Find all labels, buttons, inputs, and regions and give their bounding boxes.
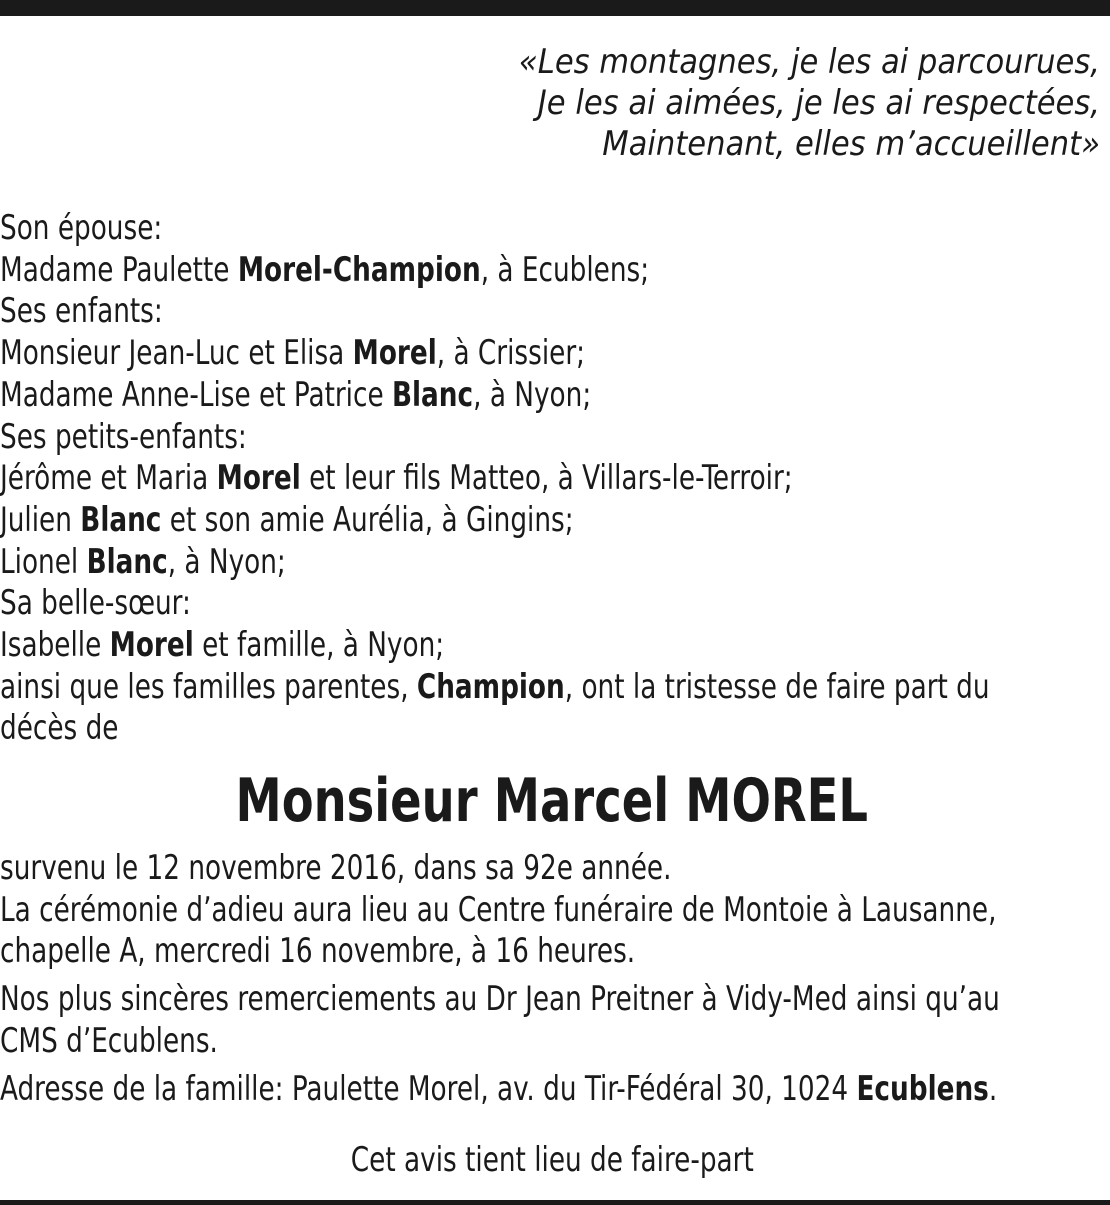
deceased-name: Monsieur Marcel MOREL	[235, 766, 869, 836]
sister-in-law-heading: Sa belle-sœur:	[0, 583, 191, 624]
announcement-details	[0, 848, 1104, 1110]
child-entry: Monsieur Jean-Luc et Elisa Morel, à Crissier;	[0, 333, 586, 374]
spouse-entry: Madame Paulette Morel-Champion, à Ecublens;	[0, 249, 650, 290]
grandchildren-heading: Ses petits-enfants:	[0, 416, 247, 457]
relatives-entry: ainsi que les familles parentes, Champion, ont la tristesse de faire part du	[0, 666, 990, 707]
closing-note: Cet avis tient lieu de faire-part	[350, 1140, 754, 1180]
epigraph-line: Maintenant, elles m’accueillent»	[602, 124, 1100, 164]
epigraph-line: Je les ai aimées, je les ai respectées,	[537, 83, 1100, 123]
sister-in-law-entry: Isabelle Morel et famille, à Nyon;	[0, 625, 445, 666]
bottom-rule	[0, 1200, 1110, 1205]
family-list	[0, 208, 1104, 750]
top-rule	[0, 0, 1110, 16]
grandchild-entry: Julien Blanc et son amie Aurélia, à Gingins;	[0, 499, 574, 540]
ceremony-line: chapelle A, mercredi 16 novembre, à 16 heures.	[0, 931, 636, 972]
child-entry: Madame Anne-Lise et Patrice Blanc, à Nyon;	[0, 374, 592, 415]
grandchild-entry: Lionel Blanc, à Nyon;	[0, 541, 286, 582]
children-heading: Ses enfants:	[0, 291, 163, 332]
ceremony-line: La cérémonie d’adieu aura lieu au Centre funéraire de Montoie à Lausanne,	[0, 889, 997, 930]
grandchild-entry: Jérôme et Maria Morel et leur fils Matteo, à Villars-le-Terroir;	[0, 458, 793, 499]
thanks-line: CMS d’Ecublens.	[0, 1020, 218, 1061]
epigraph	[519, 42, 1100, 165]
epigraph-line: «Les montagnes, je les ai parcourues,	[518, 42, 1100, 82]
thanks-line: Nos plus sincères remerciements au Dr Jean Preitner à Vidy-Med ainsi qu’au	[0, 979, 1000, 1020]
date-of-death: survenu le 12 novembre 2016, dans sa 92e année.	[0, 848, 672, 888]
relatives-continuation: décès de	[0, 708, 119, 749]
family-address: Adresse de la famille: Paulette Morel, av. du Tir-Fédéral 30, 1024 Ecublens.	[0, 1068, 998, 1109]
spouse-heading: Son épouse:	[0, 208, 163, 248]
